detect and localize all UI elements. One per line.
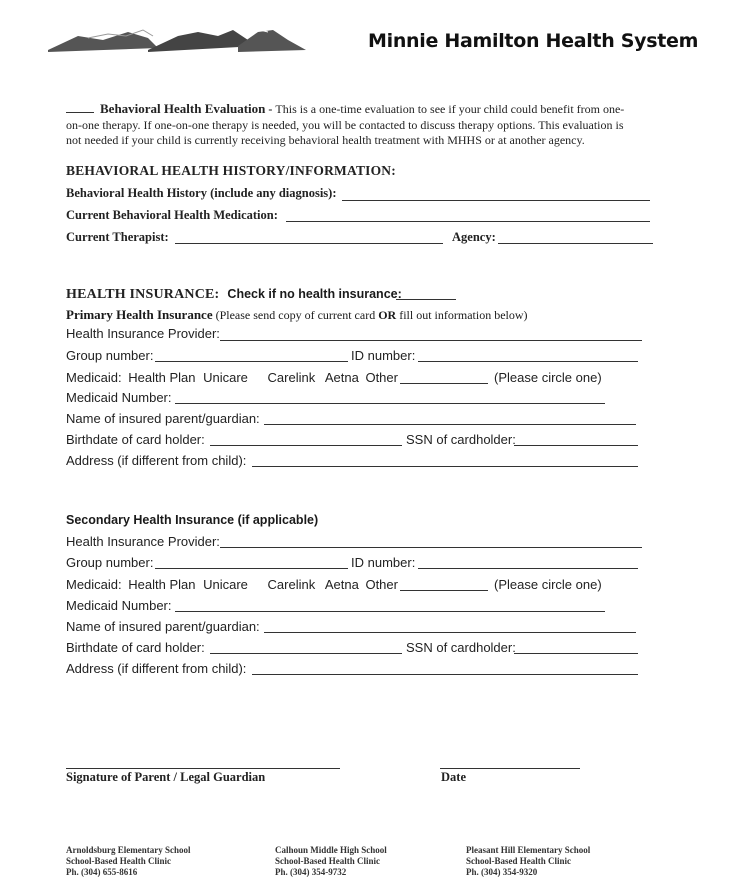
secondary-ssn-label: SSN of cardholder:	[406, 640, 516, 655]
primary-address-field[interactable]	[252, 466, 638, 467]
primary-provider-field[interactable]	[220, 340, 642, 341]
primary-id-label: ID number:	[351, 348, 416, 363]
secondary-group-field[interactable]	[155, 568, 348, 569]
secondary-medicaid-row: Medicaid: Health Plan Unicare Carelink Aetna Other	[66, 577, 398, 592]
no-insurance-label: Check if no health insurance:	[227, 287, 402, 301]
secondary-group-label: Group number:	[66, 555, 154, 570]
secondary-title: Secondary Health Insurance (if applicable)	[66, 513, 319, 527]
plan-option[interactable]: Other	[365, 370, 398, 385]
primary-address-label: Address (if different from child):	[66, 453, 247, 468]
primary-ssn-label: SSN of cardholder:	[406, 432, 516, 447]
secondary-other-field[interactable]	[400, 590, 488, 591]
primary-provider-label: Health Insurance Provider:	[66, 326, 220, 341]
secondary-provider-label: Health Insurance Provider:	[66, 534, 220, 549]
secondary-id-field[interactable]	[418, 568, 638, 569]
primary-medicaid-number-label: Medicaid Number:	[66, 390, 172, 405]
primary-medicaid-row: Medicaid: Health Plan Unicare Carelink Aetna Other	[66, 370, 398, 385]
secondary-birthdate-field[interactable]	[210, 653, 402, 654]
medication-field[interactable]	[286, 221, 650, 222]
therapist-field[interactable]	[175, 243, 443, 244]
primary-id-field[interactable]	[418, 361, 638, 362]
plan-option[interactable]: Carelink	[267, 370, 316, 385]
plan-option[interactable]: Aetna	[324, 370, 359, 385]
plan-option[interactable]: Health Plan	[128, 370, 196, 385]
footer-clinic-2: Calhoun Middle High School School-Based Health Clinic Ph. (304) 354-9732	[275, 845, 387, 877]
insurance-heading: HEALTH INSURANCE:	[66, 287, 220, 302]
no-insurance-check-line[interactable]	[396, 299, 456, 300]
agency-field[interactable]	[498, 243, 653, 244]
primary-circle-note: (Please circle one)	[494, 370, 602, 385]
intro-title: Behavioral Health Evaluation	[100, 101, 266, 116]
medication-label: Current Behavioral Health Medication:	[66, 208, 278, 222]
org-name: Minnie Hamilton Health System	[368, 30, 699, 52]
date-label: Date	[441, 770, 466, 784]
therapist-label: Current Therapist:	[66, 230, 169, 244]
primary-title: Primary Health Insurance	[66, 307, 213, 322]
date-field[interactable]	[440, 768, 580, 769]
plan-option[interactable]: Health Plan	[128, 577, 196, 592]
primary-insured-label: Name of insured parent/guardian:	[66, 411, 260, 426]
secondary-ssn-field[interactable]	[514, 653, 638, 654]
primary-title-row: Primary Health Insurance (Please send copy of current card OR fill out information below)	[66, 307, 528, 322]
secondary-address-field[interactable]	[252, 674, 638, 675]
history-label: Behavioral Health History (include any diagnosis):	[66, 186, 337, 200]
primary-ssn-field[interactable]	[514, 445, 638, 446]
primary-other-field[interactable]	[400, 383, 488, 384]
footer-clinic-3: Pleasant Hill Elementary School School-Based Health Clinic Ph. (304) 354-9320	[466, 845, 591, 877]
secondary-medicaid-number-field[interactable]	[175, 611, 605, 612]
secondary-insured-field[interactable]	[264, 632, 636, 633]
signature-field[interactable]	[66, 768, 340, 769]
agency-label: Agency:	[452, 230, 496, 244]
intro-text-1: This is a one-time evaluation to see if your child could benefit from one-	[275, 102, 625, 116]
intro-text-2: on-one therapy. If one-on-one therapy is needed, you will be contacted to discuss therapy options. This evaluation is	[66, 117, 624, 132]
history-field[interactable]	[342, 200, 650, 201]
footer-clinic-1: Arnoldsburg Elementary School School-Based Health Clinic Ph. (304) 655-8616	[66, 845, 191, 877]
primary-group-field[interactable]	[155, 361, 348, 362]
secondary-id-label: ID number:	[351, 555, 416, 570]
plan-option[interactable]: Unicare	[203, 370, 248, 385]
secondary-address-label: Address (if different from child):	[66, 661, 247, 676]
plan-option[interactable]: Other	[365, 577, 398, 592]
insurance-heading-row	[66, 285, 402, 303]
plan-option[interactable]: Carelink	[267, 577, 316, 592]
secondary-birthdate-label: Birthdate of card holder:	[66, 640, 205, 655]
primary-birthdate-field[interactable]	[210, 445, 402, 446]
primary-group-label: Group number:	[66, 348, 154, 363]
plan-option[interactable]: Unicare	[203, 577, 248, 592]
secondary-medicaid-number-label: Medicaid Number:	[66, 598, 172, 613]
signature-label: Signature of Parent / Legal Guardian	[66, 770, 266, 784]
primary-insured-field[interactable]	[264, 424, 636, 425]
secondary-circle-note: (Please circle one)	[494, 577, 602, 592]
intro-text-3: not needed if your child is currently receiving behavioral health treatment with MHHS or at another agency.	[66, 133, 585, 147]
primary-medicaid-number-field[interactable]	[175, 403, 605, 404]
secondary-insured-label: Name of insured parent/guardian:	[66, 619, 260, 634]
intro-paragraph: Behavioral Health Evaluation - This is a one-time evaluation to see if your child could benefit from one- on-one therapy. If one-on-one therapy is needed, you will be contacted to discuss therapy options. This evaluation is not needed if your child is currently receiving behavioral health treatment with MHHS or at another agency.	[66, 101, 666, 149]
plan-option[interactable]: Aetna	[324, 577, 359, 592]
logo-mountains	[48, 26, 308, 54]
history-heading: BEHAVIORAL HEALTH HISTORY/INFORMATION:	[66, 163, 396, 178]
primary-birthdate-label: Birthdate of card holder:	[66, 432, 205, 447]
secondary-provider-field[interactable]	[220, 547, 642, 548]
